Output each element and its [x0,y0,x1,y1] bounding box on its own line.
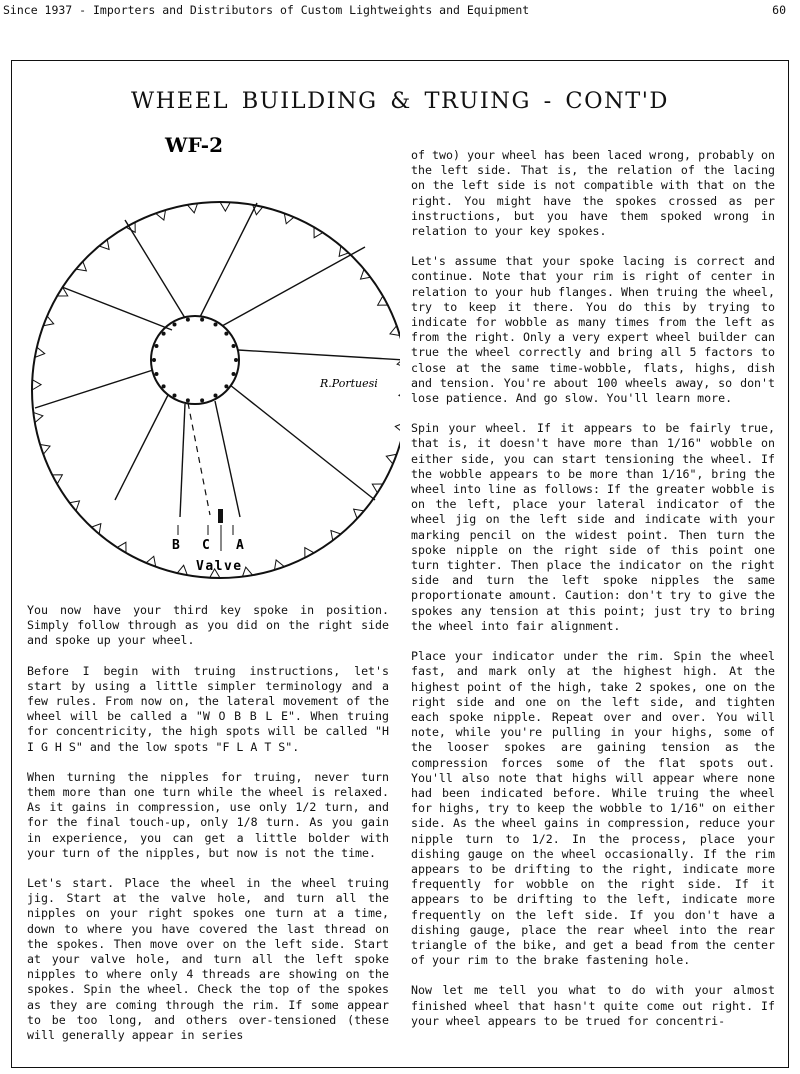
rim-mark [32,380,41,390]
paragraph: Before I begin with truing instructions, let's start by using a little simpler terminology and a few rules. From now on, the lateral movement of the wheel will be called a "W O B B L E". When truing for concentricity, the high spots will be called "H I G H S" and the low spots "F L A T S". [27,663,389,754]
paragraph: You now have your third key spoke in position. Simply follow through as you did on the right side and spoke up your wheel. [27,603,389,648]
paragraph: Spin your wheel. If it appears to be fairly true, that is, it doesn't have more than 1/16" wobble on either side, you can start tensioning the wheel. If the wobble appears to be more than 1/16", bring the wheel into line as follows: If the greater wobble is on the left, place your lateral indicator of the wheel jig on the left side and indicate with your marking pencil on the widest point. Then turn the spoke nipple on the right side of this point one turn tighter. Then place the indicator on the right side and turn the left spoke nipples the same proportionate amount. Caution: don't try to give the spokes any tension at this point; just try to bring the wheel into fair alignment. [411,421,775,633]
marker-c: C [202,538,210,553]
paragraph: of two) your wheel has been laced wrong, probably on the left side. That is, the relation of the lacing on the left side is not compatible with that on the right. You might have the spokes crossed as per instructions, but you have them spoked wrong in relation to your key spokes. [411,148,775,239]
valve-stem [218,509,223,523]
paragraph: Let's start. Place the wheel in the wheel truing jig. Start at the valve hole, and turn all the nipples on your right spokes one turn at a time, down to where you have covered the last thread on the spokes. Then move over on the left side. Start at your valve hole, and turn all the left spoke nipples to where only 4 threads are showing on the spokes. Spin the wheel. Check the top of the spokes as they are coming through the rim. If some appear to be too long, and others over-tensioned (these will generally appear in series [27,876,389,1043]
hub-hole [200,398,204,402]
rim-mark [395,423,400,433]
rim-mark [399,390,400,400]
hub-hole [214,394,218,398]
hub-hole [162,332,166,336]
dashed-spoke [188,403,210,515]
hub-hole [200,318,204,322]
wheel-diagram [20,125,400,585]
paragraph: Let's assume that your spoke lacing is correct and continue. Note that your rim is right of center in relation to your hub flanges. When truing the wheel, try to keep it there. You do this by trying to indicate for wobble as many times from the left as from the right. Only a very expert wheel builder can true the wheel correctly and bring all 5 factors to close at the same time-wobble, flats, highs, dish and tension. You're about 100 wheels away, so don't lose patience. And go slow. You'll learn more. [411,254,775,406]
page-title: WHEEL BUILDING & TRUING - CONT'D [131,88,669,114]
hub-hole [224,332,228,336]
hub-holes [152,318,238,403]
hub-hole [154,344,158,348]
marker-a: A [236,538,244,553]
hub-hole [152,358,156,362]
hub-hole [173,322,177,326]
hub-hole [162,384,166,388]
paragraph: Place your indicator under the rim. Spin the wheel fast, and mark only at the highest high. At the highest point of the high, take 2 spokes, one on the right side and one on the left side, and tighten each spoke nipple. Repeat over and over. You will note, while you're pulling in your highs, some of the looser spokes are gaining tension as the compression forces some of the flat spots out. You'll also note that highs will appear where none had been indicated before. While truing the wheel for highs, try to keep the wobble to 1/16" on either side. As the wheel gains in compression, reduce your nipple turn to 1/2. In the process, place your dishing gauge on the wheel occasionally. If the rim appears to be drifting to the right, indicate more frequently for wobble on the right side. If it appears to be drifting to the left, indicate more frequently on the left side. If you don't have a dishing gauge, place the rear wheel into the rear triangle of the bike, and get a bead from the center of your rim to the brake fastening hole. [411,649,775,968]
paragraph: Now let me tell you what to do with your almost finished wheel that hasn't quite come out right. If your wheel appears to be trued for concentri- [411,983,775,1028]
signature: R.Portuesi [320,377,378,390]
hub-hole [154,372,158,376]
hub-hole [214,322,218,326]
hub-hole [232,372,236,376]
hub-hole [224,384,228,388]
hub-hole [234,358,238,362]
right-column [411,148,775,1044]
paragraph: When turning the nipples for truing, never turn them more than one turn while the wheel is relaxed. As it gains in compression, use only 1/2 turn, and for the final touch-up, only 1/8 turn. As you gain in experience, you can get a little bolder with your turn of the nipples, but now is not the time. [27,769,389,860]
valve-label: Valve [196,559,243,574]
figure-label: WF-2 [165,133,223,157]
hub-hole [173,394,177,398]
marker-b: B [172,538,180,553]
rim-mark [220,202,230,211]
page-header [0,0,800,22]
header-tagline: Since 1937 - Importers and Distributors of Custom Lightweights and Equipment [3,3,530,17]
hub [151,316,239,404]
hub-hole [186,398,190,402]
hub-hole [186,318,190,322]
left-column [27,603,389,1058]
page-number: 60 [772,3,786,17]
hub-hole [232,344,236,348]
